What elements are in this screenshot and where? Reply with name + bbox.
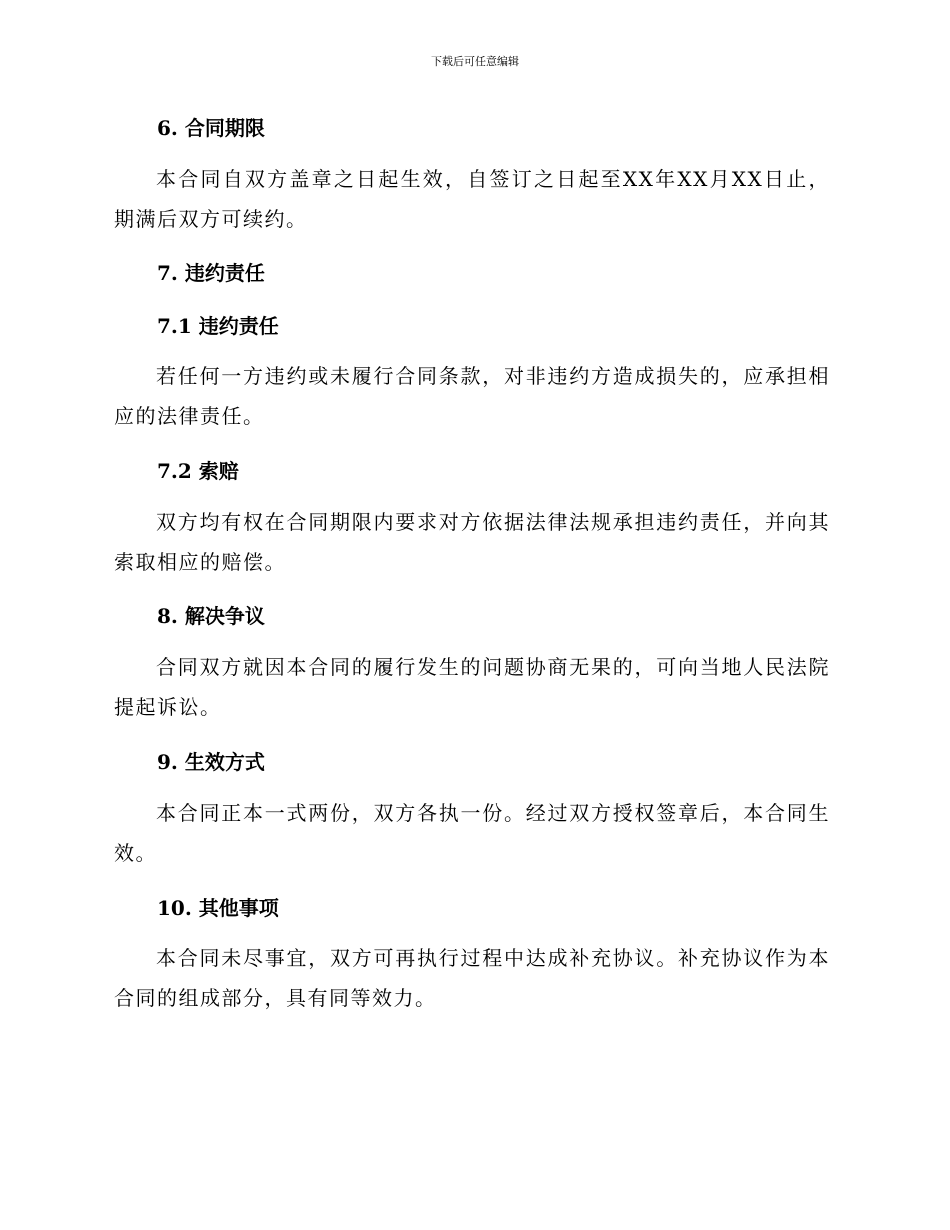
section-text-7-1: 若任何一方违约或未履行合同条款，对非违约方造成损失的，应承担相应的法律责任。 <box>114 364 830 428</box>
section-text-7-2: 双方均有权在合同期限内要求对方依据法律法规承担违约责任，并向其索取相应的赔偿。 <box>114 510 830 574</box>
section-text-6: 本合同自双方盖章之日起生效，自签订之日起至XX年XX月XX日止，期满后双方可续约。 <box>114 167 830 231</box>
section-heading-7: 7. 违约责任 <box>157 261 265 285</box>
section-heading-8: 8. 解决争议 <box>157 604 265 628</box>
section-heading-10: 10. 其他事项 <box>157 896 279 920</box>
section-heading-6: 6. 合同期限 <box>157 116 265 140</box>
section-text-8: 合同双方就因本合同的履行发生的问题协商无果的，可向当地人民法院提起诉讼。 <box>114 655 830 719</box>
section-text-9: 本合同正本一式两份，双方各执一份。经过双方授权签章后，本合同生效。 <box>114 801 830 865</box>
section-heading-9: 9. 生效方式 <box>157 750 265 774</box>
page-header-note: 下载后可任意编辑 <box>431 55 519 68</box>
section-text-10: 本合同未尽事宜，双方可再执行过程中达成补充协议。补充协议作为本合同的组成部分，具有同等效力。 <box>114 946 830 1010</box>
section-heading-7-1: 7.1 违约责任 <box>157 314 279 338</box>
section-heading-7-2: 7.2 索赔 <box>157 459 239 483</box>
